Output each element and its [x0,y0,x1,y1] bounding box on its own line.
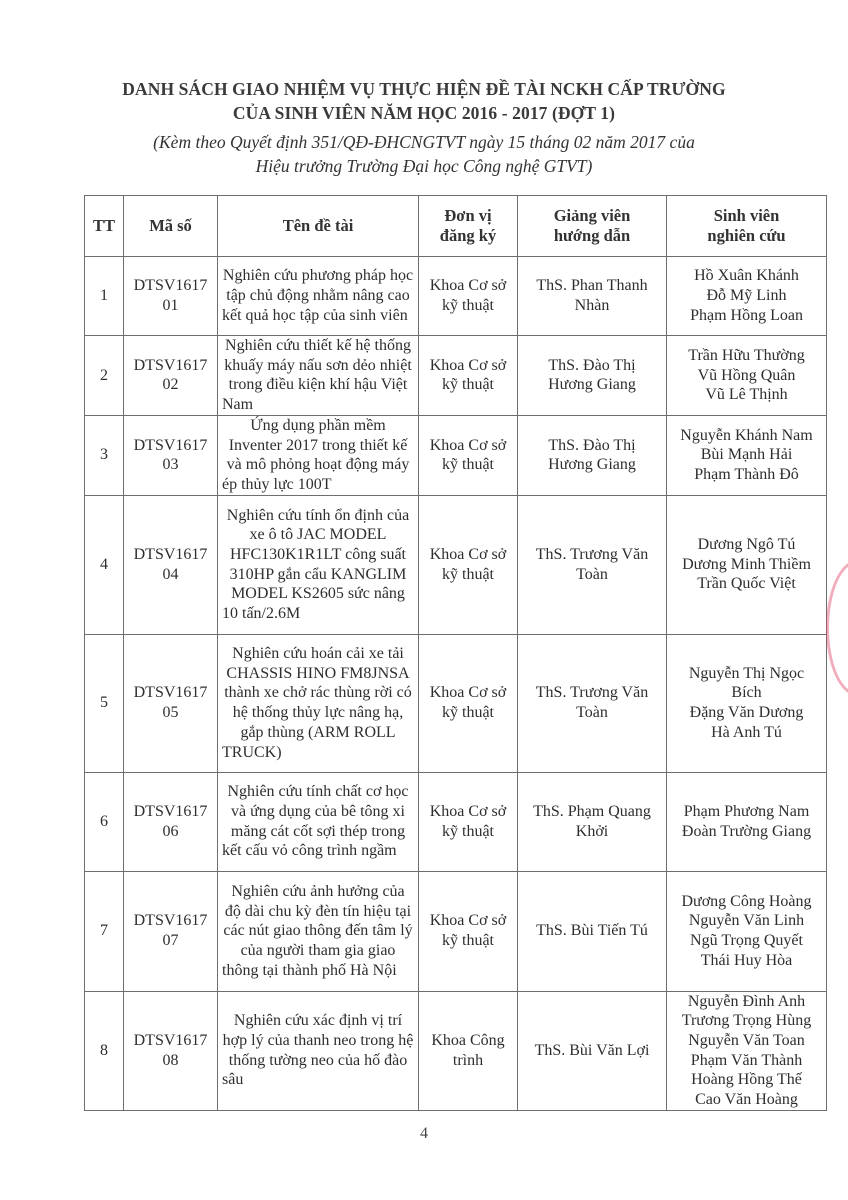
advisor-line-2: Toàn [576,704,608,722]
row-number: 5 [100,694,108,712]
student-name: Hà Anh Tú [711,723,782,741]
student-name: Phạm Văn Thành [690,1051,803,1069]
unit-line-2: kỹ thuật [442,456,494,474]
cell-tt [85,634,124,772]
student-name: Dương Minh Thiềm [682,555,811,573]
table-row [85,991,827,1110]
project-code-line-1: DTSV1617 [133,545,208,563]
project-code-line-2: 04 [162,565,179,583]
student-name: Ngũ Trọng Quyết [690,932,803,950]
header-advisor-line-2: hướng dẫn [553,226,631,245]
cell-topic [218,871,419,991]
project-code-line-2: 01 [162,297,179,314]
document-subtitle-line-2: Hiệu trưởng Trường Đại học Công nghệ GTVT) [255,156,593,176]
cell-tt [85,772,124,871]
header-unit [419,196,518,257]
project-code-line-1: DTSV1617 [133,277,208,295]
unit-line-2: kỹ thuật [442,932,494,950]
assignment-table [84,195,827,1111]
unit-line-2: kỹ thuật [442,376,494,394]
cell-advisor [518,634,667,772]
student-name: Trần Hữu Thường [688,346,805,364]
cell-unit [419,991,518,1110]
cell-advisor [518,495,667,634]
student-name: Phạm Phương Nam [683,802,810,820]
cell-students [667,336,827,416]
cell-advisor [518,991,667,1110]
cell-unit [419,336,518,416]
student-name: Hồ Xuân Khánh [694,267,799,285]
topic-title: Ứng dụng phần mềm Inventer 2017 trong thiết kế và mô phỏng hoạt động máy ép thủy lực 100T [222,416,410,493]
unit-line-1: Khoa Cơ sở [429,436,507,454]
row-number: 6 [100,812,108,830]
student-name: Bích [731,684,762,702]
cell-topic [218,634,419,772]
student-name: Hoàng Hồng Thế [691,1071,802,1089]
header-topic [218,196,419,257]
student-name: Đặng Văn Dương [689,704,804,722]
topic-title: Nghiên cứu thiết kế hệ thống khuấy máy nấu sơn dẻo nhiệt trong điều kiện khí hậu Việt Nam [222,337,412,414]
advisor-line-2: Hương Giang [548,456,636,474]
table-row [85,415,827,495]
student-name: Đỗ Mỹ Linh [706,287,787,305]
cell-code [124,871,218,991]
student-name: Nguyễn Đình Anh [687,992,806,1010]
cell-code [124,257,218,336]
advisor-line-1: ThS. Phan Thanh [536,277,648,295]
unit-line-2: kỹ thuật [442,297,494,314]
unit-line-2: kỹ thuật [442,822,494,840]
project-code-line-1: DTSV1617 [133,912,208,930]
cell-tt [85,336,124,416]
advisor-line-1: ThS. Bùi Tiến Tú [536,922,648,940]
table-row [85,772,827,871]
row-number: 7 [100,922,108,940]
topic-title: Nghiên cứu tính chất cơ học và ứng dụng của bê tông xi măng cát cốt sợi thép trong kết cấu vỏ công trình ngầm [222,783,409,860]
student-name: Nguyễn Khánh Nam [680,426,813,444]
advisor-line-2: Toàn [576,565,608,583]
table-row [85,257,827,336]
unit-line-1: Khoa Cơ sở [429,545,507,563]
header-unit-line-2: đăng ký [439,226,497,245]
student-name: Trần Quốc Việt [697,575,796,593]
row-number: 1 [100,287,108,305]
project-code-line-1: DTSV1617 [133,356,208,374]
project-code-line-1: DTSV1617 [133,802,208,820]
cell-topic [218,991,419,1110]
cell-advisor [518,257,667,336]
advisor-line-1: ThS. Đào Thị [548,356,636,374]
cell-students [667,257,827,336]
project-code-line-2: 03 [162,456,179,474]
student-name: Vũ Lê Thịnh [705,386,788,404]
cell-students [667,991,827,1110]
student-name: Trương Trọng Hùng [681,1012,812,1030]
header-code-label: Mã số [149,216,192,236]
project-code-line-2: 05 [162,704,179,722]
advisor-line-2: Khởi [575,822,609,840]
cell-students [667,495,827,634]
cell-students [667,871,827,991]
student-name: Phạm Hồng Loan [690,306,803,324]
header-unit-line-1: Đơn vị [444,206,492,226]
project-code-line-1: DTSV1617 [133,436,208,454]
cell-unit [419,495,518,634]
advisor-line-2: Hương Giang [548,376,636,394]
unit-line-2: kỹ thuật [442,704,494,722]
table-row [85,336,827,416]
row-number: 4 [100,555,108,573]
cell-tt [85,871,124,991]
student-name: Thái Huy Hòa [700,951,793,969]
cell-code [124,415,218,495]
project-code-line-2: 06 [162,822,179,840]
document-title-line-1: DANH SÁCH GIAO NHIỆM VỤ THỰC HIỆN ĐỀ TÀI NCKH CẤP TRƯỜNG [122,79,726,99]
row-number: 2 [100,366,108,384]
unit-line-1: Khoa Cơ sở [429,277,507,295]
header-code [124,196,218,257]
table-row [85,495,827,634]
student-name: Bùi Mạnh Hải [700,446,793,464]
cell-code [124,495,218,634]
cell-tt [85,415,124,495]
student-name: Nguyễn Thị Ngọc [688,664,805,682]
header-students [667,196,827,257]
project-code-line-1: DTSV1617 [133,684,208,702]
advisor-line-1: ThS. Phạm Quang [533,802,651,820]
cell-advisor [518,336,667,416]
project-code-line-1: DTSV1617 [133,1032,208,1050]
cell-unit [419,871,518,991]
project-code-line-2: 07 [162,932,179,950]
student-name: Dương Ngô Tú [697,536,796,554]
cell-students [667,772,827,871]
cell-tt [85,257,124,336]
cell-code [124,634,218,772]
topic-title: Nghiên cứu hoán cải xe tải CHASSIS HINO FM8JNSA thành xe chở rác thùng rời có hệ thống thủy lực nâng hạ, gắp thùng (ARM ROLL TRUCK) [222,645,412,761]
header-students-line-2: nghiên cứu [707,226,786,245]
cell-code [124,336,218,416]
student-name: Dương Công Hoàng [681,892,812,910]
student-name: Đoàn Trường Giang [681,822,812,840]
project-code-line-2: 08 [162,1051,179,1069]
cell-students [667,415,827,495]
cell-code [124,772,218,871]
student-name: Cao Văn Hoàng [695,1091,798,1109]
unit-line-1: Khoa Cơ sở [429,684,507,702]
topic-title: Nghiên cứu xác định vị trí hợp lý của thanh neo trong hệ thống tường neo của hố đào sâu [222,1012,414,1089]
table-row [85,634,827,772]
project-code-line-2: 02 [162,376,179,394]
cell-advisor [518,415,667,495]
advisor-line-1: ThS. Trương Văn [535,545,649,563]
cell-unit [419,634,518,772]
cell-unit [419,257,518,336]
cell-tt [85,991,124,1110]
page-number: 4 [420,1125,428,1142]
cell-unit [419,772,518,871]
cell-topic [218,772,419,871]
unit-line-2: kỹ thuật [442,565,494,583]
student-name: Vũ Hồng Quân [697,366,796,384]
student-name: Phạm Thành Đô [694,466,799,484]
topic-title: Nghiên cứu ảnh hưởng của độ dài chu kỳ đèn tín hiệu tại các nút giao thông đến tâm lý của người tham gia giao thông tại thành phố Hà Nội [222,882,413,979]
topic-title: Nghiên cứu tính ổn định của xe ô tô JAC MODEL HFC130K1R1LT công suất 310HP gắn cẩu KANGLIM MODEL KS2605 sức nâng 10 tấn/2.6M [222,506,410,623]
cell-students [667,634,827,772]
table-header-row [85,196,827,257]
advisor-line-2: Nhàn [574,297,610,314]
cell-advisor [518,772,667,871]
header-advisor-line-1: Giảng viên [553,206,631,226]
cell-tt [85,495,124,634]
cell-topic [218,495,419,634]
cell-topic [218,336,419,416]
header-students-line-1: Sinh viên [713,206,780,226]
topic-title: Nghiên cứu phương pháp học tập chủ động nhằm nâng cao kết quả học tập của sinh viên [222,267,414,324]
unit-line-1: Khoa Cơ sở [429,912,507,930]
student-name: Nguyễn Văn Toan [688,1032,805,1050]
unit-line-1: Khoa Cơ sở [429,356,507,374]
header-advisor [518,196,667,257]
row-number: 3 [100,446,108,464]
red-stamp-edge [826,560,848,696]
cell-code [124,991,218,1110]
header-tt [85,196,124,257]
advisor-line-1: ThS. Trương Văn [535,684,649,702]
cell-topic [218,257,419,336]
document-subtitle-line-1: (Kèm theo Quyết định 351/QĐ-ĐHCNGTVT ngày 15 tháng 02 năm 2017 của [153,132,695,152]
document-title-line-2: CỦA SINH VIÊN NĂM HỌC 2016 - 2017 (ĐỢT 1) [232,103,616,123]
cell-unit [419,415,518,495]
advisor-line-1: ThS. Bùi Văn Lợi [534,1041,650,1059]
advisor-line-1: ThS. Đào Thị [548,436,636,454]
unit-line-1: Khoa Cơ sở [429,802,507,820]
row-number: 8 [100,1041,108,1059]
header-tt-label: TT [92,216,115,236]
cell-advisor [518,871,667,991]
student-name: Nguyễn Văn Linh [688,912,805,930]
table-row [85,871,827,991]
unit-line-2: trình [452,1051,484,1069]
cell-topic [218,415,419,495]
unit-line-1: Khoa Công [431,1032,505,1050]
header-topic-label: Tên đề tài [282,216,354,236]
